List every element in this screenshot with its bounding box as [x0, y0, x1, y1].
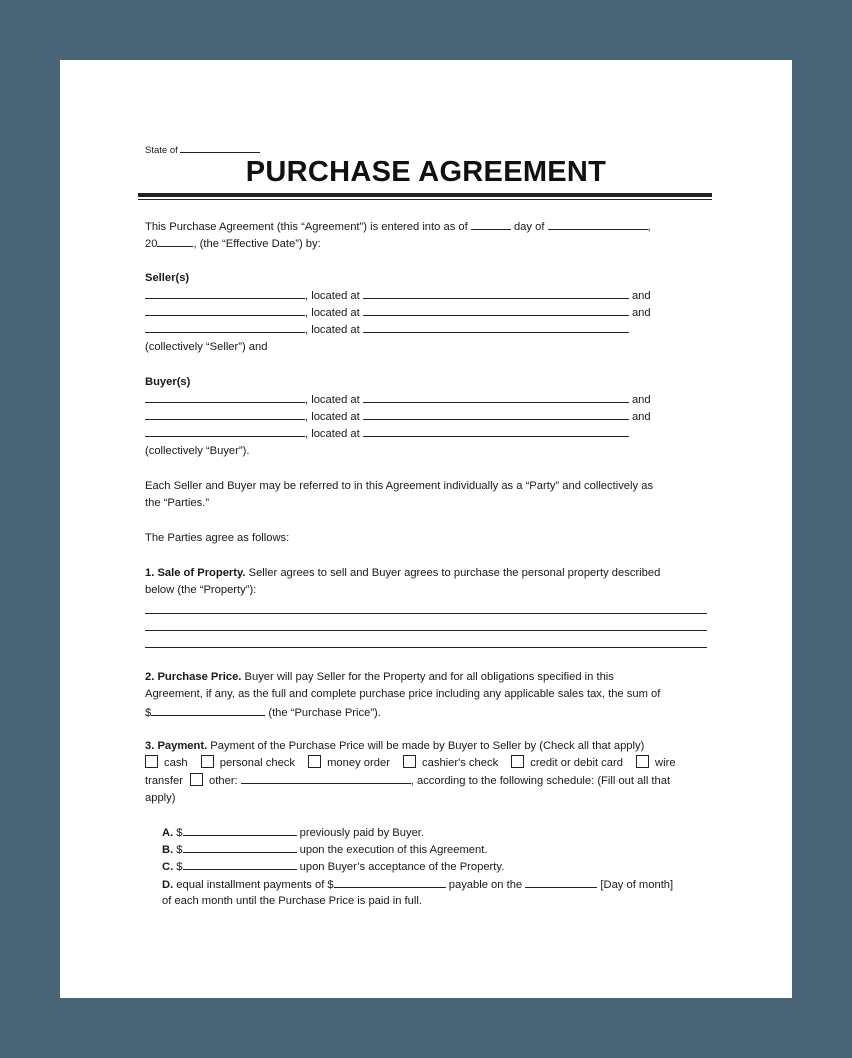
intro-day-of: day of — [513, 221, 545, 233]
section-2-line-2: Agreement, if any, as the full and complete purchase price including any applicable sales tax, the sum of — [145, 688, 661, 700]
personal-check-label: personal check — [219, 757, 295, 769]
amount-b-blank[interactable] — [183, 841, 297, 853]
seller-name-blank[interactable] — [145, 321, 305, 333]
schedule-item-a — [162, 824, 424, 842]
seller-row — [145, 304, 651, 322]
buyer-row — [145, 391, 651, 409]
and-label: and — [631, 307, 651, 319]
day-blank[interactable] — [471, 218, 511, 230]
state-label: State of — [145, 145, 178, 156]
dollar-sign: $ — [176, 827, 183, 839]
buyer-heading: Buyer(s) — [145, 376, 191, 388]
seller-address-blank[interactable] — [363, 287, 629, 299]
seller-name-blank[interactable] — [145, 287, 305, 299]
located-at-label: , located at — [305, 411, 360, 423]
section-1-text: Seller agrees to sell and Buyer agrees to purchase the personal property described — [248, 567, 661, 579]
payment-options-row — [145, 755, 676, 772]
and-label: and — [631, 394, 651, 406]
other-checkbox[interactable] — [190, 773, 203, 786]
item-a-label: A. — [162, 827, 174, 839]
amount-a-blank[interactable] — [183, 824, 297, 836]
section-3-text: Payment of the Purchase Price will be made by Buyer to Seller by (Check all that apply) — [210, 740, 645, 752]
section-3-heading: 3. Payment. — [145, 740, 208, 752]
cashiers-check-checkbox[interactable] — [403, 755, 416, 768]
intro-text: This Purchase Agreement (this “Agreement”) is entered into as of — [145, 221, 468, 233]
located-at-label: , located at — [305, 394, 360, 406]
buyer-row — [145, 425, 629, 443]
section-1-line-1 — [145, 565, 660, 582]
seller-name-blank[interactable] — [145, 304, 305, 316]
day-of-month-blank[interactable] — [525, 876, 597, 888]
buyer-name-blank[interactable] — [145, 408, 305, 420]
personal-check-checkbox[interactable] — [201, 755, 214, 768]
item-d-text: equal installment payments of $ — [176, 879, 334, 891]
dollar-sign: $ — [176, 861, 183, 873]
parties-agree: The Parties agree as follows: — [145, 532, 290, 544]
buyer-address-blank[interactable] — [363, 408, 629, 420]
located-at-label: , located at — [305, 290, 360, 302]
money-order-checkbox[interactable] — [308, 755, 321, 768]
schedule-item-b — [162, 841, 487, 859]
year-prefix: 20 — [145, 238, 158, 250]
parties-text-1: Each Seller and Buyer may be referred to in this Agreement individually as a “Party” and collectively as — [145, 480, 654, 492]
section-2-line-3 — [145, 704, 381, 722]
seller-collective: (collectively “Seller”) and — [145, 341, 268, 353]
item-b-label: B. — [162, 844, 174, 856]
intro-comma: , — [647, 221, 651, 233]
item-b-text: upon the execution of this Agreement. — [299, 844, 488, 856]
transfer-label: transfer — [145, 775, 183, 787]
located-at-label: , located at — [305, 307, 360, 319]
and-label: and — [631, 411, 651, 423]
state-line — [145, 141, 260, 156]
section-2-line-1 — [145, 669, 614, 686]
item-c-label: C. — [162, 861, 174, 873]
other-label: other: — [209, 775, 238, 787]
buyer-name-blank[interactable] — [145, 425, 305, 437]
schedule-item-d — [162, 876, 673, 894]
cash-checkbox[interactable] — [145, 755, 158, 768]
intro-line-1 — [145, 218, 651, 236]
document-page — [60, 60, 792, 998]
section-2-text: Buyer will pay Seller for the Property and for all obligations specified in this — [244, 671, 614, 683]
schedule-item-c — [162, 858, 504, 876]
other-method-blank[interactable] — [241, 772, 411, 784]
seller-heading: Seller(s) — [145, 272, 190, 284]
purchase-price-label: (the “Purchase Price”). — [268, 707, 381, 719]
item-d-label: D. — [162, 879, 174, 891]
and-label: and — [631, 290, 651, 302]
intro-line-2 — [145, 235, 321, 253]
money-order-label: money order — [327, 757, 390, 769]
located-at-label: , located at — [305, 324, 360, 336]
property-description-line[interactable] — [145, 613, 707, 614]
year-blank[interactable] — [157, 235, 193, 247]
buyer-name-blank[interactable] — [145, 391, 305, 403]
dollar-sign: $ — [176, 844, 183, 856]
seller-row — [145, 287, 651, 305]
buyer-address-blank[interactable] — [363, 425, 629, 437]
cash-label: cash — [164, 757, 188, 769]
section-3-apply: apply) — [145, 792, 176, 804]
parties-text-2: the “Parties.” — [145, 497, 210, 509]
section-1-line-2: below (the “Property”): — [145, 584, 257, 596]
property-description-line[interactable] — [145, 630, 707, 631]
buyer-row — [145, 408, 651, 426]
document-title: PURCHASE AGREEMENT — [245, 156, 607, 188]
wire-label: wire — [655, 757, 676, 769]
cashiers-check-label: cashier's check — [422, 757, 499, 769]
buyer-address-blank[interactable] — [363, 391, 629, 403]
effective-date-text: , (the “Effective Date”) by: — [193, 238, 321, 250]
buyer-collective: (collectively “Buyer”). — [145, 445, 250, 457]
title-rule-thick — [138, 193, 712, 197]
schedule-text: , according to the following schedule: (Fill out all that — [410, 775, 671, 787]
located-at-label: , located at — [305, 428, 360, 440]
item-a-text: previously paid by Buyer. — [299, 827, 425, 839]
credit-debit-label: credit or debit card — [530, 757, 623, 769]
credit-debit-checkbox[interactable] — [511, 755, 524, 768]
section-3-line-1 — [145, 738, 644, 755]
section-2-heading: 2. Purchase Price. — [145, 671, 242, 683]
amount-c-blank[interactable] — [183, 858, 297, 870]
installment-amount-blank[interactable] — [334, 876, 446, 888]
seller-row — [145, 321, 629, 339]
title-rule-thin — [138, 199, 712, 200]
wire-transfer-checkbox[interactable] — [636, 755, 649, 768]
item-c-text: upon Buyer’s acceptance of the Property. — [299, 861, 505, 873]
schedule-item-d-line-2: of each month until the Purchase Price is paid in full. — [162, 895, 422, 907]
payment-options-row-2 — [145, 772, 670, 790]
seller-address-blank[interactable] — [363, 304, 629, 316]
dollar-sign: $ — [145, 707, 152, 719]
seller-address-blank[interactable] — [363, 321, 629, 333]
item-d-payable-text: payable on the — [448, 879, 523, 891]
day-of-month-label: [Day of month] — [600, 879, 674, 891]
section-1-heading: 1. Sale of Property. — [145, 567, 246, 579]
month-blank[interactable] — [548, 218, 648, 230]
state-blank[interactable] — [180, 141, 260, 153]
purchase-price-blank[interactable] — [151, 704, 265, 716]
property-description-line[interactable] — [145, 647, 707, 648]
